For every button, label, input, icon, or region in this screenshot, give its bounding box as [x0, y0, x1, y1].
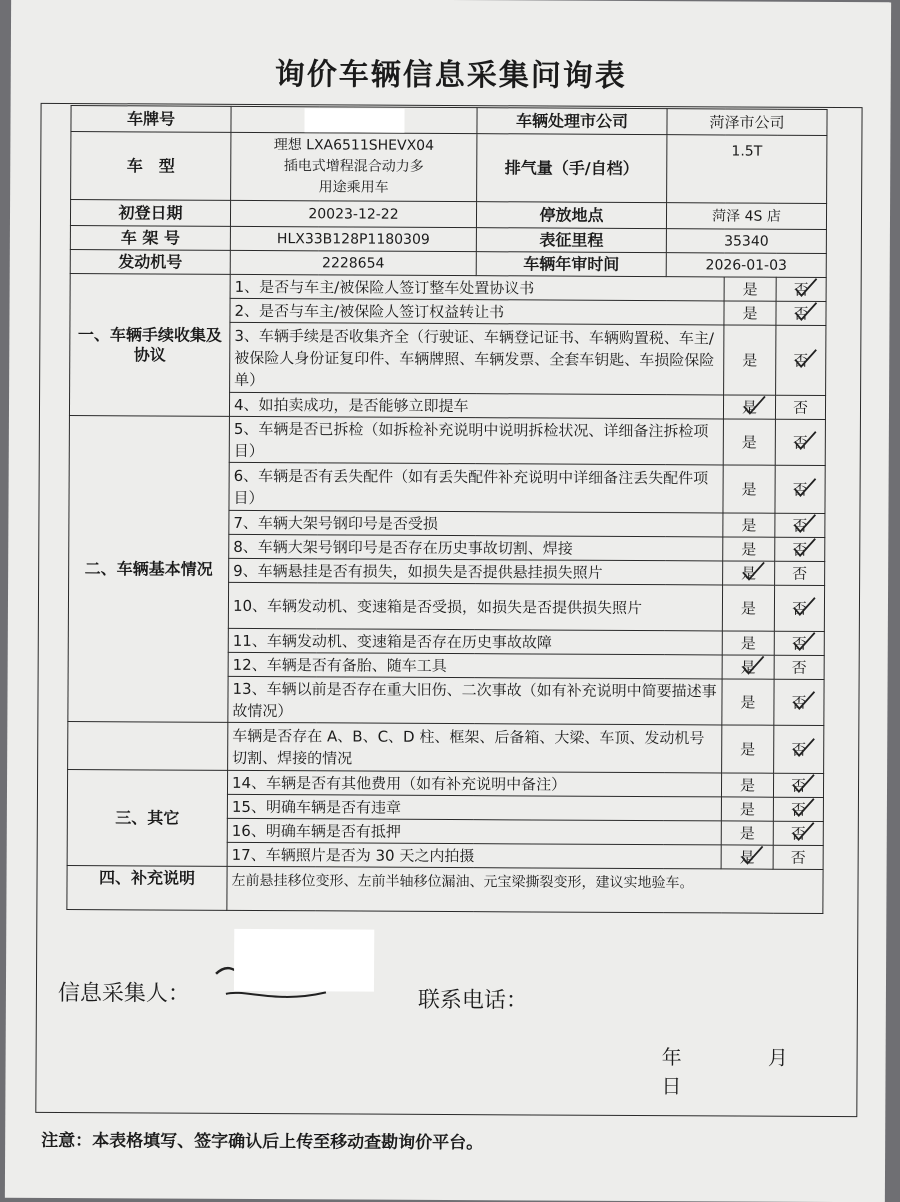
yes-option: 是	[742, 280, 758, 299]
q15-yes	[721, 797, 773, 821]
question-10: 10、车辆发动机、变速箱是否受损，如损失是否提供损失照片	[228, 582, 722, 631]
yes-option: 是	[741, 516, 757, 535]
q7-no	[775, 513, 825, 537]
q10-no	[774, 585, 824, 631]
question-13: 13、车辆以前是否存在重大旧伤、二次事故（如有补充说明中简要描述事故情况）	[228, 676, 722, 725]
yes-option: 是	[741, 433, 757, 452]
q2-no	[776, 301, 826, 325]
question-11: 11、车辆发动机、变速箱是否存在历史事故故障	[228, 628, 722, 655]
yes-option: 是	[739, 824, 755, 843]
checkmark-icon	[792, 276, 818, 298]
engine-label: 发动机号	[70, 250, 230, 275]
inquiry-form-table	[66, 105, 827, 914]
no-option: 否	[791, 634, 807, 653]
question-8: 8、车辆大架号钢印号是否存在历史事故切割、焊接	[229, 534, 723, 561]
mileage-label: 表征里程	[476, 228, 666, 253]
yes-option: 是	[741, 564, 757, 583]
checkmark-icon	[789, 796, 815, 818]
model-label: 车 型	[71, 132, 231, 201]
no-option: 否	[793, 304, 809, 323]
q3-no	[776, 325, 826, 395]
question-1: 1、是否与车主/被保险人签订整车处置协议书	[230, 274, 724, 301]
no-option: 否	[792, 564, 808, 583]
no-option: 否	[792, 480, 808, 499]
plate-redaction	[304, 108, 404, 133]
question-2: 2、是否与车主/被保险人签订权益转让书	[230, 298, 724, 325]
checkmark-icon	[791, 476, 817, 498]
q4-no	[775, 395, 825, 419]
section-3-label: 三、其它	[67, 770, 228, 867]
q14-yes	[721, 773, 773, 797]
no-option: 否	[790, 824, 806, 843]
q14-no	[773, 773, 823, 797]
parking-value: 菏泽 4S 店	[666, 203, 826, 230]
yes-option: 是	[739, 848, 755, 867]
q4-yes	[723, 395, 775, 419]
parking-label: 停放地点	[476, 202, 666, 229]
checkmark-icon	[791, 429, 817, 451]
checkmark-icon	[790, 689, 816, 711]
checkmark-icon	[790, 630, 816, 652]
checkmark-icon	[792, 300, 818, 322]
no-option: 否	[792, 540, 808, 559]
checkmark-icon	[792, 347, 818, 369]
question-17: 17、车辆照片是否为 30 天之内拍摄	[227, 842, 721, 869]
section-2-label: 二、车辆基本情况	[68, 416, 230, 723]
q8-yes	[723, 537, 775, 561]
question-9: 9、车辆悬挂是否有损失，如损失是否提供悬挂损失照片	[229, 558, 723, 585]
q5-no	[775, 419, 825, 465]
yes-option: 是	[741, 540, 757, 559]
checkmark-icon	[791, 536, 817, 558]
question-3: 3、车辆手续是否收集齐全（行驶证、车辆登记证书、车辆购置税、车主/被保险人身份证复印件、车辆牌照、车辆发票、全套车钥匙、车损险保险单）	[230, 322, 724, 395]
supplement-text: 左前悬挂移位变形、左前半轴移位漏油、元宝梁撕裂变形，建议实地验车。	[227, 866, 823, 913]
yes-option: 是	[739, 776, 756, 795]
q9-yes	[723, 561, 775, 585]
model-value: 理想 LXA6511SHEVX04 插电式增程混合动力多 用途乘用车	[231, 132, 477, 201]
yes-option: 是	[739, 800, 755, 819]
q11-no	[774, 631, 824, 655]
plate-value	[231, 106, 477, 133]
q15-no	[773, 797, 823, 821]
engine-value: 2228654	[230, 250, 476, 275]
plate-label: 车牌号	[71, 106, 231, 133]
no-option: 否	[792, 398, 809, 417]
date-line	[661, 1041, 885, 1100]
question-4: 4、如拍卖成功，是否能够立即提车	[229, 392, 723, 419]
question-5: 5、车辆是否已拆检（如拆检补充说明中说明拆检状况、详细备注拆检项目）	[229, 416, 723, 465]
checkmark-icon	[740, 394, 766, 416]
yes-option: 是	[740, 599, 757, 618]
form-paper	[5, 0, 891, 1202]
question-6: 6、车辆是否有丢失配件（如有丢失配件补充说明中详细备注丢失配件项目）	[229, 462, 723, 513]
no-option: 否	[792, 516, 808, 535]
yes-option: 是	[740, 740, 756, 759]
no-option: 否	[791, 599, 808, 618]
inspection-value: 2026-01-03	[666, 253, 826, 278]
question-16: 16、明确车辆是否有抵押	[227, 818, 721, 845]
yes-option: 是	[740, 693, 756, 712]
yes-option: 是	[741, 480, 757, 499]
q12-no	[774, 655, 824, 679]
checkmark-icon	[790, 736, 816, 758]
checkmark-icon	[739, 560, 765, 582]
q3-yes	[724, 325, 776, 395]
no-option: 否	[792, 433, 808, 452]
date-year: 年	[661, 1045, 682, 1070]
question-14: 14、车辆是否有其他费用（如有补充说明中备注）	[227, 770, 721, 797]
no-option: 否	[790, 800, 806, 819]
checkmark-icon	[789, 772, 815, 794]
yes-option: 是	[742, 351, 758, 370]
question-12: 12、车辆是否有备胎、随车工具	[228, 652, 722, 679]
q11-yes	[722, 631, 774, 655]
checkmark-icon	[738, 844, 764, 866]
collector-label: 信息采集人：	[57, 980, 191, 1007]
q1-no	[776, 277, 826, 301]
checkmark-icon	[791, 512, 817, 534]
displacement-label: 排气量（手/自档）	[477, 134, 667, 203]
question-7: 7、车辆大架号钢印号是否受损	[229, 510, 723, 537]
no-option: 否	[791, 693, 807, 712]
footer-note: 注意：本表格填写、签字确认后上传至移动查勘询价平台。	[41, 1130, 484, 1154]
yes-option: 是	[740, 634, 756, 653]
blank-section-cell	[68, 722, 228, 771]
q9-no	[775, 561, 825, 585]
section-1-label: 一、车辆手续收集及协议	[69, 274, 230, 417]
vin-label: 车 架 号	[70, 226, 230, 251]
no-option: 否	[791, 658, 807, 677]
date-month: 月	[767, 1045, 789, 1070]
company-label: 车辆处理市公司	[477, 108, 667, 135]
inspection-label: 车辆年审时间	[476, 252, 666, 277]
q17-yes	[721, 845, 773, 869]
q13-yes	[722, 679, 774, 725]
qp-no	[774, 725, 824, 773]
section-4-label: 四、补充说明	[67, 866, 227, 911]
checkmark-icon	[789, 820, 815, 842]
q6-no	[775, 465, 825, 513]
no-option: 否	[790, 776, 807, 795]
q16-yes	[721, 821, 773, 845]
q10-yes	[722, 585, 774, 631]
question-pillar: 车辆是否存在 A、B、C、D 柱、框架、后备箱、大梁、车顶、发动机号切割、焊接的情况	[228, 722, 722, 773]
checkmark-icon	[739, 654, 765, 676]
form-title: 询价车辆信息采集问询表	[274, 57, 627, 94]
no-option: 否	[790, 848, 806, 867]
date-day: 日	[661, 1074, 682, 1099]
q16-no	[773, 821, 823, 845]
qp-yes	[722, 725, 774, 773]
q8-no	[775, 537, 825, 561]
q17-no	[773, 845, 823, 869]
reg-date-label: 初登日期	[70, 200, 230, 227]
vin-value: HLX33B128P1180309	[230, 226, 476, 251]
signature-redaction	[234, 929, 374, 992]
q5-yes	[723, 419, 775, 465]
question-15: 15、明确车辆是否有违章	[227, 794, 721, 821]
yes-option: 是	[742, 304, 758, 323]
phone-label: 联系电话：	[417, 987, 528, 1014]
no-option: 否	[791, 740, 807, 759]
q12-yes	[722, 655, 774, 679]
q13-no	[774, 679, 824, 725]
reg-date-value: 20023-12-22	[230, 200, 476, 227]
company-value: 菏泽市公司	[667, 109, 827, 136]
yes-option: 是	[740, 658, 756, 677]
q1-yes	[724, 277, 776, 301]
no-option: 否	[793, 280, 809, 299]
yes-option: 是	[741, 398, 758, 417]
q2-yes	[724, 301, 776, 325]
displacement-value: 1.5T	[667, 135, 827, 204]
q7-yes	[723, 513, 775, 537]
q6-yes	[723, 465, 775, 513]
no-option: 否	[793, 351, 809, 370]
checkmark-icon	[790, 595, 816, 617]
mileage-value: 35340	[666, 229, 826, 254]
